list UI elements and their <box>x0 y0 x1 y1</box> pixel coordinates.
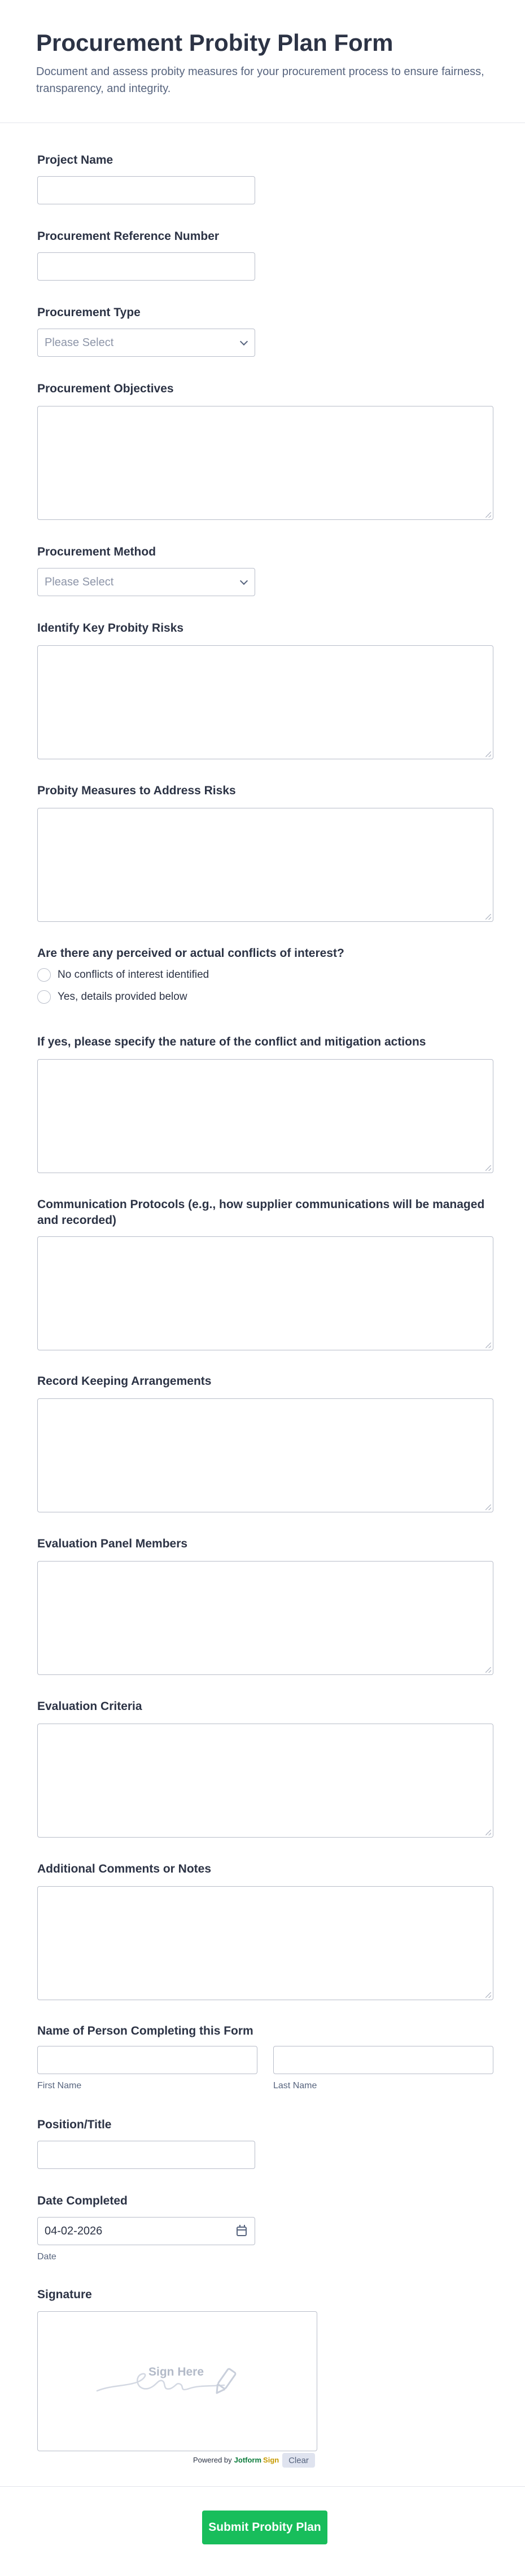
form-title: Procurement Probity Plan Form <box>36 29 393 56</box>
risks-textarea[interactable] <box>37 645 493 759</box>
procurement-type-field <box>37 305 141 349</box>
communication-textarea[interactable] <box>37 1236 493 1350</box>
resize-handle-icon[interactable] <box>485 1992 491 1998</box>
communication-label: Communication Protocols (e.g., how supplier communications will be managed and recorded) <box>37 1198 485 1227</box>
person-name-label: Name of Person Completing this Form <box>37 2024 253 2037</box>
resize-handle-icon[interactable] <box>485 1342 491 1348</box>
communication-field <box>37 1197 493 1228</box>
form-header <box>0 0 525 123</box>
last-name-sublabel: Last Name <box>273 2081 317 2090</box>
risks-field <box>37 620 183 636</box>
resize-handle-icon[interactable] <box>485 1165 491 1171</box>
position-label: Position/Title <box>37 2118 112 2131</box>
procurement-type-placeholder: Please Select <box>45 336 114 349</box>
radio-option-no-conflicts[interactable] <box>37 968 209 982</box>
submit-button[interactable]: Submit Probity Plan <box>202 2511 327 2544</box>
signature-label: Signature <box>37 2288 92 2301</box>
resize-handle-icon[interactable] <box>485 1667 491 1673</box>
project-name-input[interactable] <box>37 176 255 204</box>
criteria-textarea[interactable] <box>37 1724 493 1838</box>
footer-divider <box>0 2486 525 2487</box>
measures-label: Probity Measures to Address Risks <box>37 784 236 797</box>
measures-textarea[interactable] <box>37 808 493 922</box>
criteria-label: Evaluation Criteria <box>37 1700 142 1713</box>
panel-members-label: Evaluation Panel Members <box>37 1537 188 1550</box>
objectives-label: Procurement Objectives <box>37 382 174 395</box>
resize-handle-icon[interactable] <box>485 751 491 757</box>
first-name-sublabel: First Name <box>37 2081 82 2090</box>
panel-members-textarea[interactable] <box>37 1561 493 1675</box>
method-placeholder: Please Select <box>45 575 114 588</box>
objectives-textarea[interactable] <box>37 406 493 520</box>
jotform-sign-brand: Sign <box>263 2456 279 2464</box>
reference-number-input[interactable] <box>37 252 255 281</box>
measures-field <box>37 783 236 799</box>
reference-number-field <box>37 229 219 244</box>
resize-handle-icon[interactable] <box>485 1505 491 1510</box>
resize-handle-icon[interactable] <box>485 512 491 518</box>
conflict-details-label: If yes, please specify the nature of the conflict and mitigation actions <box>37 1035 426 1048</box>
conflict-details-textarea[interactable] <box>37 1059 493 1173</box>
radio-button[interactable] <box>37 990 51 1004</box>
objectives-field <box>37 381 174 397</box>
record-keeping-field <box>37 1374 211 1389</box>
date-sublabel: Date <box>37 2252 56 2262</box>
date-completed-label: Date Completed <box>37 2194 128 2207</box>
record-keeping-label: Record Keeping Arrangements <box>37 1375 212 1388</box>
criteria-field <box>37 1699 142 1715</box>
radio-button[interactable] <box>37 968 51 982</box>
record-keeping-textarea[interactable] <box>37 1398 493 1512</box>
position-input[interactable] <box>37 2141 255 2169</box>
comments-label: Additional Comments or Notes <box>37 1862 212 1875</box>
panel-members-field <box>37 1536 187 1552</box>
procurement-type-select[interactable] <box>37 329 255 357</box>
method-select[interactable] <box>37 568 255 596</box>
radio-option-label: Yes, details provided below <box>58 991 187 1003</box>
resize-handle-icon[interactable] <box>485 914 491 920</box>
signature-pad[interactable] <box>37 2311 317 2451</box>
form-subtitle: Document and assess probity measures for your procurement process to ensure fairness, transparency, and integrity. <box>36 65 484 95</box>
date-value: 04-02-2026 <box>45 2224 103 2237</box>
reference-number-label: Procurement Reference Number <box>37 230 220 243</box>
date-input[interactable] <box>37 2217 255 2245</box>
signature-field <box>37 2287 331 2465</box>
calendar-icon[interactable] <box>237 2227 247 2236</box>
sign-here-placeholder: Sign Here <box>148 2365 204 2378</box>
position-field <box>37 2117 111 2133</box>
first-name-input[interactable] <box>37 2046 257 2074</box>
risks-label: Identify Key Probity Risks <box>37 622 184 635</box>
chevron-down-icon <box>240 338 248 345</box>
method-label: Procurement Method <box>37 545 156 558</box>
comments-field <box>37 1861 211 1877</box>
comments-textarea[interactable] <box>37 1886 493 2000</box>
powered-by-text: Powered by <box>193 2456 232 2464</box>
person-name-field <box>37 2023 493 2090</box>
conflict-details-field <box>37 1034 426 1050</box>
method-field <box>37 544 156 588</box>
project-name-label: Project Name <box>37 154 113 167</box>
date-completed-field <box>37 2193 128 2262</box>
radio-option-yes-details[interactable] <box>37 990 187 1004</box>
clear-signature-button[interactable]: Clear <box>282 2453 315 2468</box>
conflicts-field <box>37 946 344 1003</box>
last-name-input[interactable] <box>273 2046 493 2074</box>
resize-handle-icon[interactable] <box>485 1830 491 1835</box>
powered-by <box>193 2456 279 2464</box>
conflicts-label: Are there any perceived or actual conflicts of interest? <box>37 947 344 960</box>
project-name-field <box>37 152 113 168</box>
jotform-brand: Jotform <box>234 2456 262 2464</box>
procurement-type-label: Procurement Type <box>37 306 141 319</box>
chevron-down-icon <box>240 577 248 585</box>
radio-option-label: No conflicts of interest identified <box>58 969 209 981</box>
